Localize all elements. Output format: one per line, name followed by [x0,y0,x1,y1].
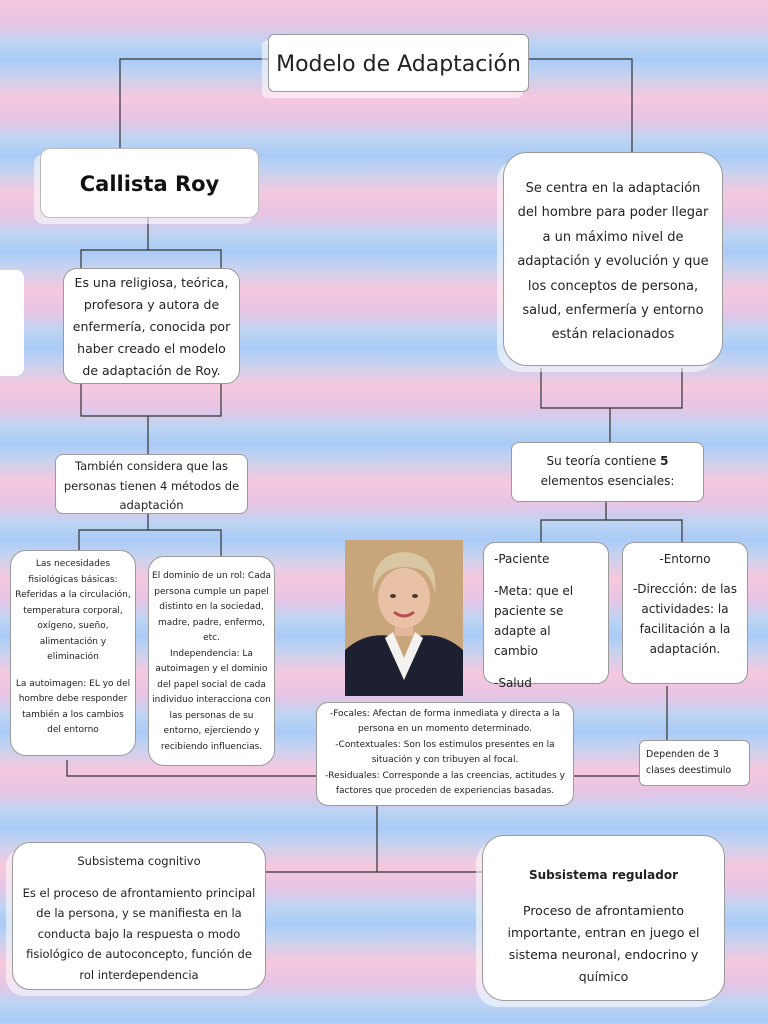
title-box [268,34,529,92]
classes-box [639,740,750,786]
role-domain: El dominio de un rol: Cada persona cumple un papel distinto en la sociedad, madre, padre, enfermo, etc. [152,571,271,643]
line-roy-bio [81,216,148,268]
line-bio-bracket [81,380,221,416]
bio-box [63,268,240,384]
cognitive-box [12,842,266,990]
theory-pre: Su teoría contiene [546,454,661,468]
bio-text: Es una religiosa, teórica, profesora y autora de enfermería, conocida por haber creado el modelo de adaptación de Roy. [72,275,231,378]
element-meta: -Meta: que el paciente se adapte al cambio [494,584,574,658]
regulator-title: Subsistema regulador [529,868,678,882]
element-salud: -Salud [494,676,532,690]
cognitive-text: Es el proceso de afrontamiento principal de la persona, y se manifiesta en la conducta bajo la respuesta o modo fisiológico de autoconcepto, función de rol interdependencia [22,885,256,982]
side-tab [0,270,24,376]
element-paciente: -Paciente [494,552,550,566]
page-title: Modelo de Adaptación [276,52,521,77]
regulator-box [482,835,725,1001]
element-direccion: -Dirección: de las actividades: la facilitación a la adaptación. [632,582,738,656]
role-independence: Independencia: La autoimagen y el dominio del papel social de cada individuo interacciona con las personas de su entorno, ejerciendo y recibiendo influencias. [152,648,271,752]
stimuli-box [316,702,574,806]
theory-box [511,442,704,502]
methods-box [55,454,248,514]
line-theory-elements [541,502,606,542]
needs-selfimage: La autoimagen: EL yo del hombre debe responder también a los cambios del entorno [15,678,131,735]
theory-number: 5 [660,454,669,468]
line-stimuli-cognitive [265,806,377,872]
methods-text: También considera que las personas tienen 4 métodos de adaptación [63,459,240,512]
role-box [148,556,275,766]
stimuli-contextuales: -Contextuales: Son los estimulos presentes en la situación y con tribuyen al focal. [335,739,555,766]
focus-box [503,152,723,366]
stimuli-focales: -Focales: Afectan de forma inmediata y directa a la persona en un momento determinado. [329,709,561,735]
callista-roy-photo [345,540,463,696]
line-title-focus [528,59,632,152]
line-title-roy [120,59,268,148]
elements-right-box [622,542,748,684]
author-box [40,148,259,218]
author-name: Callista Roy [79,172,220,196]
focus-text: Se centra en la adaptación del hombre para poder llegar a un máximo nivel de adaptación y evolución y que los conceptos de persona, salud, enfermería y entorno están relacionados [517,181,709,343]
needs-physiological: Las necesidades fisiológicas básicas: Referidas a la circulación, temperatura corporal, oxígeno, sueño, alimentación y eliminación [15,559,131,662]
element-entorno: -Entorno [659,552,711,566]
line-focus-bracket [541,368,682,408]
needs-box [10,550,136,756]
stimuli-residuales: -Residuales: Corresponde a las creencias, actitudes y factores que proceden de experiencias basadas. [325,770,565,797]
elements-left-box [483,542,609,690]
regulator-text: Proceso de afrontamiento importante, entran en juego el sistema neuronal, endocrino y químico [507,903,700,984]
line-methods-needs [79,512,148,550]
cognitive-title: Subsistema cognitivo [77,854,201,868]
theory-post: elementos esenciales: [540,474,675,488]
classes-text: Dependen de 3 clases deestimulo [646,749,732,776]
